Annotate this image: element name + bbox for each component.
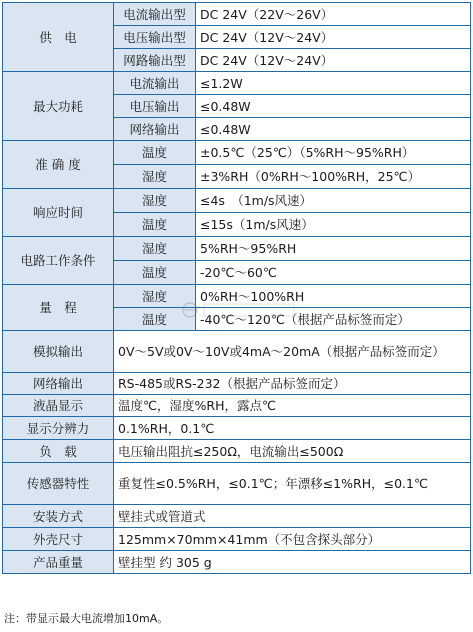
range-humidity-label: 湿度 <box>114 285 196 308</box>
maxpower-voltage-value: ≤0.48W <box>196 95 471 118</box>
table-row <box>3 417 471 440</box>
maxpower-network-label: 网络输出 <box>114 118 196 141</box>
install-category: 安装方式 <box>3 505 114 528</box>
table-row <box>3 440 471 463</box>
lcd-category: 液晶显示 <box>3 395 114 417</box>
sensor-category: 传感器特性 <box>3 463 114 505</box>
env-category: 电路工作条件 <box>3 237 114 285</box>
load-value: 电压输出阻抗≤250Ω，电流输出≤500Ω <box>114 440 471 463</box>
resolution-value: 0.1%RH，0.1℃ <box>114 417 471 440</box>
range-temp-label: 温度 <box>114 308 196 331</box>
range-humidity-value: 0%RH～100%RH <box>196 285 471 308</box>
response-temp-value: ≤15s（1m/s风速） <box>196 213 471 237</box>
table-row <box>3 551 471 574</box>
range-category: 量 程 <box>3 285 114 331</box>
size-value: 125mm×70mm×41mm（不包含探头部分） <box>114 528 471 551</box>
accuracy-temp-label: 温度 <box>114 141 196 165</box>
sensor-value: 重复性≤0.5%RH，≤0.1℃；年漂移≤1%RH，≤0.1℃ <box>114 463 471 505</box>
table-row <box>3 3 471 26</box>
env-humidity-value: 5%RH～95%RH <box>196 237 471 261</box>
table-row <box>3 141 471 165</box>
env-temp-value: -20℃～60℃ <box>196 261 471 285</box>
table-row <box>3 72 471 95</box>
power-current-label: 电流输出型 <box>114 3 196 26</box>
maxpower-current-value: ≤1.2W <box>196 72 471 95</box>
table-row <box>3 189 471 213</box>
power-current-value: DC 24V（22V～26V） <box>196 3 471 26</box>
lcd-value: 温度℃，湿度%RH，露点℃ <box>114 395 471 417</box>
response-temp-label: 温度 <box>114 213 196 237</box>
table-row <box>3 237 471 261</box>
table-row <box>3 331 471 373</box>
install-value: 壁挂式或管道式 <box>114 505 471 528</box>
footnote: 注：带显示最大电流增加10mA。 <box>4 612 169 625</box>
power-network-value: DC 24V（12V～24V） <box>196 49 471 72</box>
table-row <box>3 395 471 417</box>
accuracy-category: 准 确 度 <box>3 141 114 189</box>
weight-category: 产品重量 <box>3 551 114 574</box>
table-row <box>3 373 471 395</box>
table-row <box>3 528 471 551</box>
accuracy-humidity-label: 湿度 <box>114 165 196 189</box>
maxpower-current-label: 电流输出 <box>114 72 196 95</box>
table-row <box>3 505 471 528</box>
accuracy-humidity-value: ±3%RH（0%RH～100%RH，25℃） <box>196 165 471 189</box>
maxpower-category: 最大功耗 <box>3 72 114 141</box>
range-temp-value: -40℃～120℃（根据产品标签而定） <box>196 308 471 331</box>
response-category: 响应时间 <box>3 189 114 237</box>
maxpower-network-value: ≤0.48W <box>196 118 471 141</box>
watermark-logo <box>176 300 306 328</box>
network-category: 网络输出 <box>3 373 114 395</box>
power-category: 供 电 <box>3 3 114 72</box>
resolution-category: 显示分辨力 <box>3 417 114 440</box>
network-value: RS-485或RS-232（根据产品标签而定） <box>114 373 471 395</box>
response-humidity-value: ≤4s （1m/s风速） <box>196 189 471 213</box>
analog-category: 模拟输出 <box>3 331 114 373</box>
load-category: 负 载 <box>3 440 114 463</box>
env-temp-label: 温度 <box>114 261 196 285</box>
power-voltage-label: 电压输出型 <box>114 26 196 49</box>
response-humidity-label: 湿度 <box>114 189 196 213</box>
power-voltage-value: DC 24V（12V～24V） <box>196 26 471 49</box>
analog-value: 0V～5V或0V～10V或4mA～20mA（根据产品标签而定） <box>114 331 471 373</box>
weight-value: 壁挂型 约 305 g <box>114 551 471 574</box>
accuracy-temp-value: ±0.5℃（25℃）（5%RH～95%RH） <box>196 141 471 165</box>
table-row <box>3 463 471 505</box>
size-category: 外壳尺寸 <box>3 528 114 551</box>
spec-table <box>2 2 471 574</box>
maxpower-voltage-label: 电压输出 <box>114 95 196 118</box>
power-network-label: 网路输出型 <box>114 49 196 72</box>
env-humidity-label: 湿度 <box>114 237 196 261</box>
